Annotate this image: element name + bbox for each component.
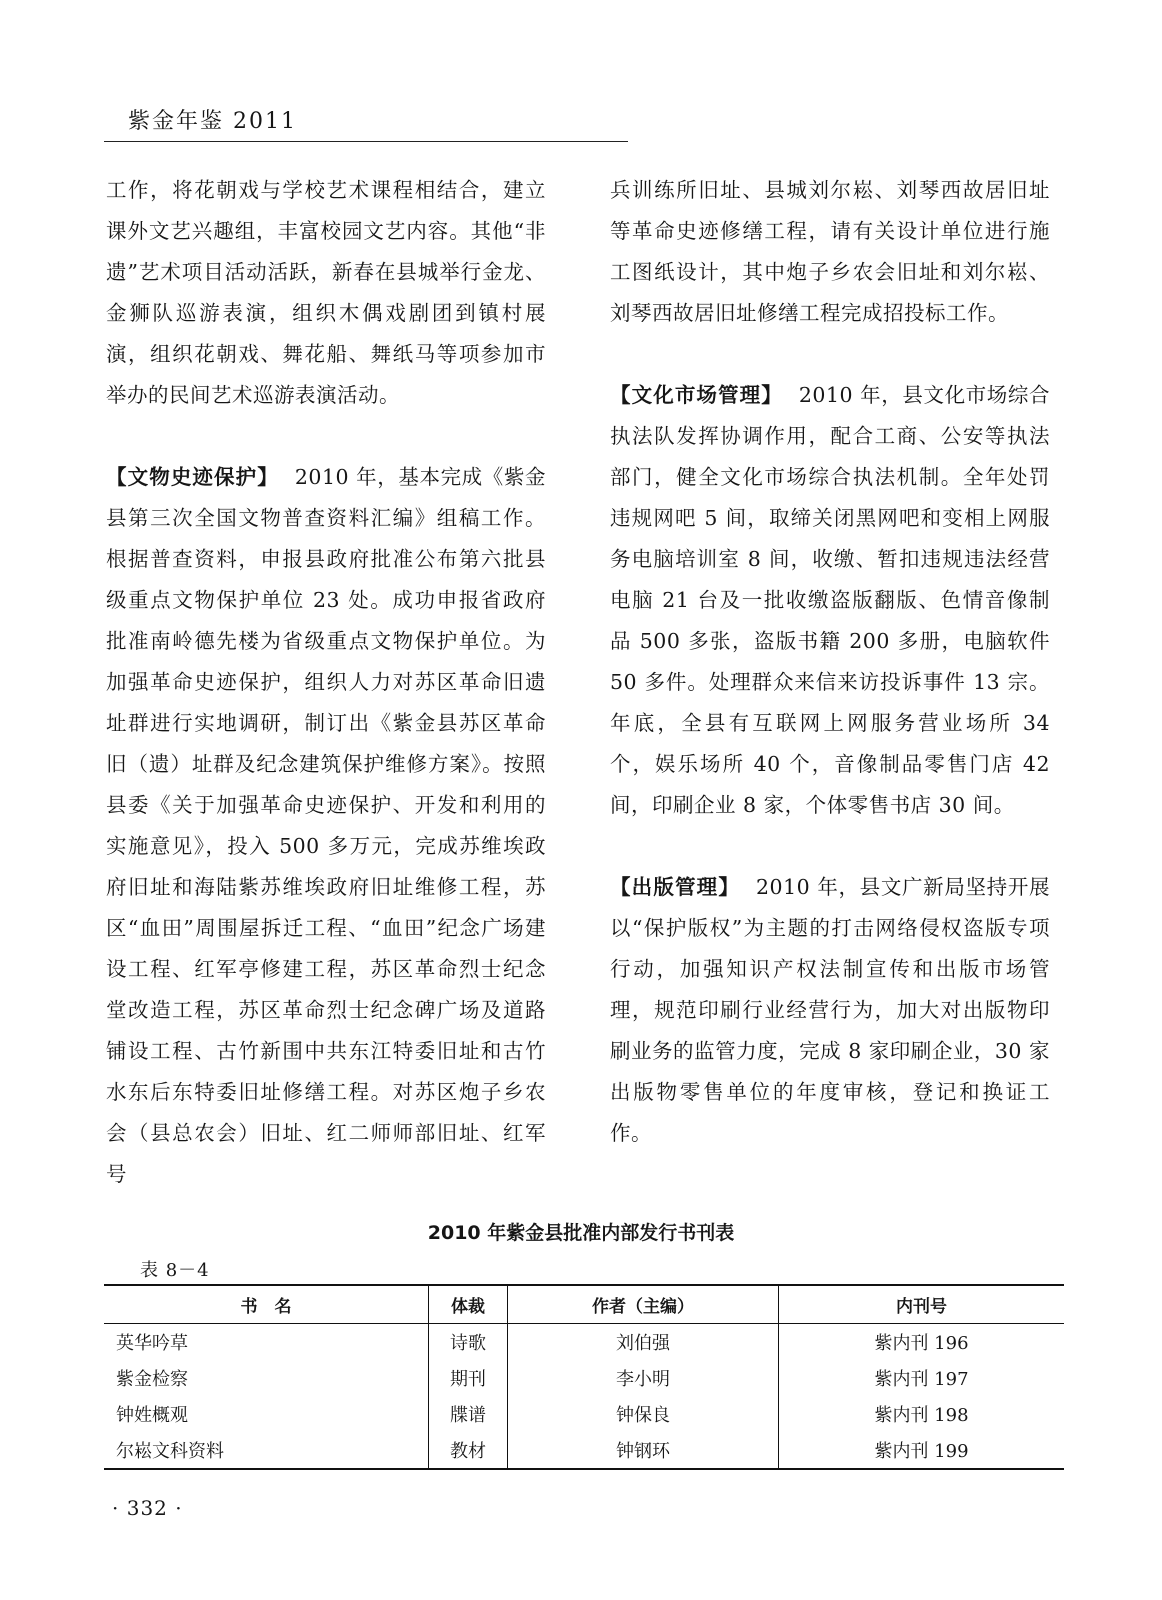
- page-number: · 332 ·: [112, 1496, 183, 1520]
- table-number: 表 8－4: [140, 1260, 210, 1281]
- cell-permit-number: 紫内刊 197: [779, 1360, 1065, 1396]
- cell-permit-number: 紫内刊 199: [779, 1432, 1065, 1469]
- section-body-publishing: 2010 年，县文广新局坚持开展以“保护版权”为主题的打击网络侵权盗版专项行动，加强知识产权法制宣传和出版市场管理，规范印刷行业经营行为，加大对出版物印刷业务的监管力度，完成 8 家印刷企业，30 家出版物零售单位的年度审核，登记和换证工作。: [610, 875, 1051, 1145]
- left-column: [106, 170, 546, 1195]
- header-permit-number: 内刊号: [779, 1285, 1065, 1324]
- table-header-row: [104, 1285, 1064, 1324]
- cell-genre: 教材: [429, 1432, 508, 1469]
- section-heading-relics: 【文物史迹保护】: [106, 465, 279, 489]
- cell-author: 刘伯强: [508, 1324, 779, 1361]
- paragraph-publishing: [610, 867, 1050, 1154]
- cell-author: 李小明: [508, 1360, 779, 1396]
- cell-genre: 牒谱: [429, 1396, 508, 1432]
- paragraph-performing-arts: 工作，将花朝戏与学校艺术课程相结合，建立课外文艺兴趣组，丰富校园文艺内容。其他“非遗”艺术项目活动活跃，新春在县城举行金龙、金狮队巡游表演，组织木偶戏剧团到镇村展演，组织花朝戏、舞花船、舞纸马等项参加市举办的民间艺术巡游表演活动。: [106, 178, 546, 407]
- cell-genre: 期刊: [429, 1360, 508, 1396]
- cell-title: 紫金检察: [116, 1369, 188, 1390]
- cell-permit-number: 紫内刊 196: [779, 1324, 1065, 1361]
- paragraph-restoration-continued: 兵训练所旧址、县城刘尔崧、刘琴西故居旧址等革命史迹修缮工程，请有关设计单位进行施工图纸设计，其中炮子乡农会旧址和刘尔崧、刘琴西故居旧址修缮工程完成招投标工作。: [610, 178, 1050, 325]
- section-heading-publishing: 【出版管理】: [610, 875, 740, 899]
- publications-table: [104, 1284, 1064, 1470]
- paragraph-culture-market: [610, 375, 1050, 826]
- section-body-market: 2010 年，县文化市场综合执法队发挥协调作用，配合工商、公安等执法部门，健全文化市场综合执法机制。全年处罚违规网吧 5 间，取缔关闭黑网吧和变相上网服务电脑培训室 8 间，收缴、暂扣违规违法经营电脑 21 台及一批收缴盗版翻版、色情音像制品 500 多张，盗版书籍 200 多册，电脑软件 50 多件。处理群众来信来访投诉事件 13 宗。年底，全县有互联网上网服务营业场所 34 个，娱乐场所 40 个，音像制品零售门店 42 间，印刷企业 8 家，个体零售书店 30 间。: [610, 383, 1051, 817]
- table-title: 2010 年紫金县批准内部发行书刊表: [427, 1222, 735, 1244]
- right-column: [610, 170, 1050, 1154]
- header-title: 书 名: [104, 1285, 429, 1324]
- header-author: 作者（主编）: [508, 1285, 779, 1324]
- cell-author: 钟保良: [508, 1396, 779, 1432]
- cell-title: 英华吟草: [116, 1333, 188, 1354]
- section-body-relics: 2010 年，基本完成《紫金县第三次全国文物普查资料汇编》组稿工作。根据普查资料，申报县政府批准公布第六批县级重点文物保护单位 23 处。成功申报省政府批准南岭德先楼为省级重点文物保护单位。为加强革命史迹保护，组织人力对苏区革命旧遗址群进行实地调研，制订出《紫金县苏区革命旧（遗）址群及纪念建筑保护维修方案》。按照县委《关于加强革命史迹保护、开发和利用的实施意见》，投入 500 多万元，完成苏维埃政府旧址和海陆紫苏维埃政府旧址维修工程，苏区“血田”周围屋拆迁工程、“血田”纪念广场建设工程、红军亭修建工程，苏区革命烈士纪念堂改造工程，苏区革命烈士纪念碑广场及道路铺设工程、古竹新围中共东江特委旧址和古竹水东后东特委旧址修缮工程。对苏区炮子乡农会（县总农会）旧址、红二师师部旧址、红军号: [106, 465, 547, 1186]
- header-genre: 体裁: [429, 1285, 508, 1324]
- section-heading-market: 【文化市场管理】: [610, 383, 783, 407]
- cell-genre: 诗歌: [429, 1324, 508, 1361]
- paragraph-relics-protection: [106, 457, 546, 1195]
- cell-permit-number: 紫内刊 198: [779, 1396, 1065, 1432]
- cell-title: 尔崧文科资料: [104, 1432, 429, 1469]
- cell-author: 钟钢环: [508, 1432, 779, 1469]
- header-rule: [104, 141, 628, 142]
- table-row: [104, 1324, 1064, 1361]
- table-row: [104, 1360, 1064, 1396]
- running-title: 紫金年鉴 2011: [128, 109, 297, 134]
- table-row: [104, 1396, 1064, 1432]
- cell-title: 钟姓概观: [116, 1405, 188, 1426]
- table-row: [104, 1432, 1064, 1469]
